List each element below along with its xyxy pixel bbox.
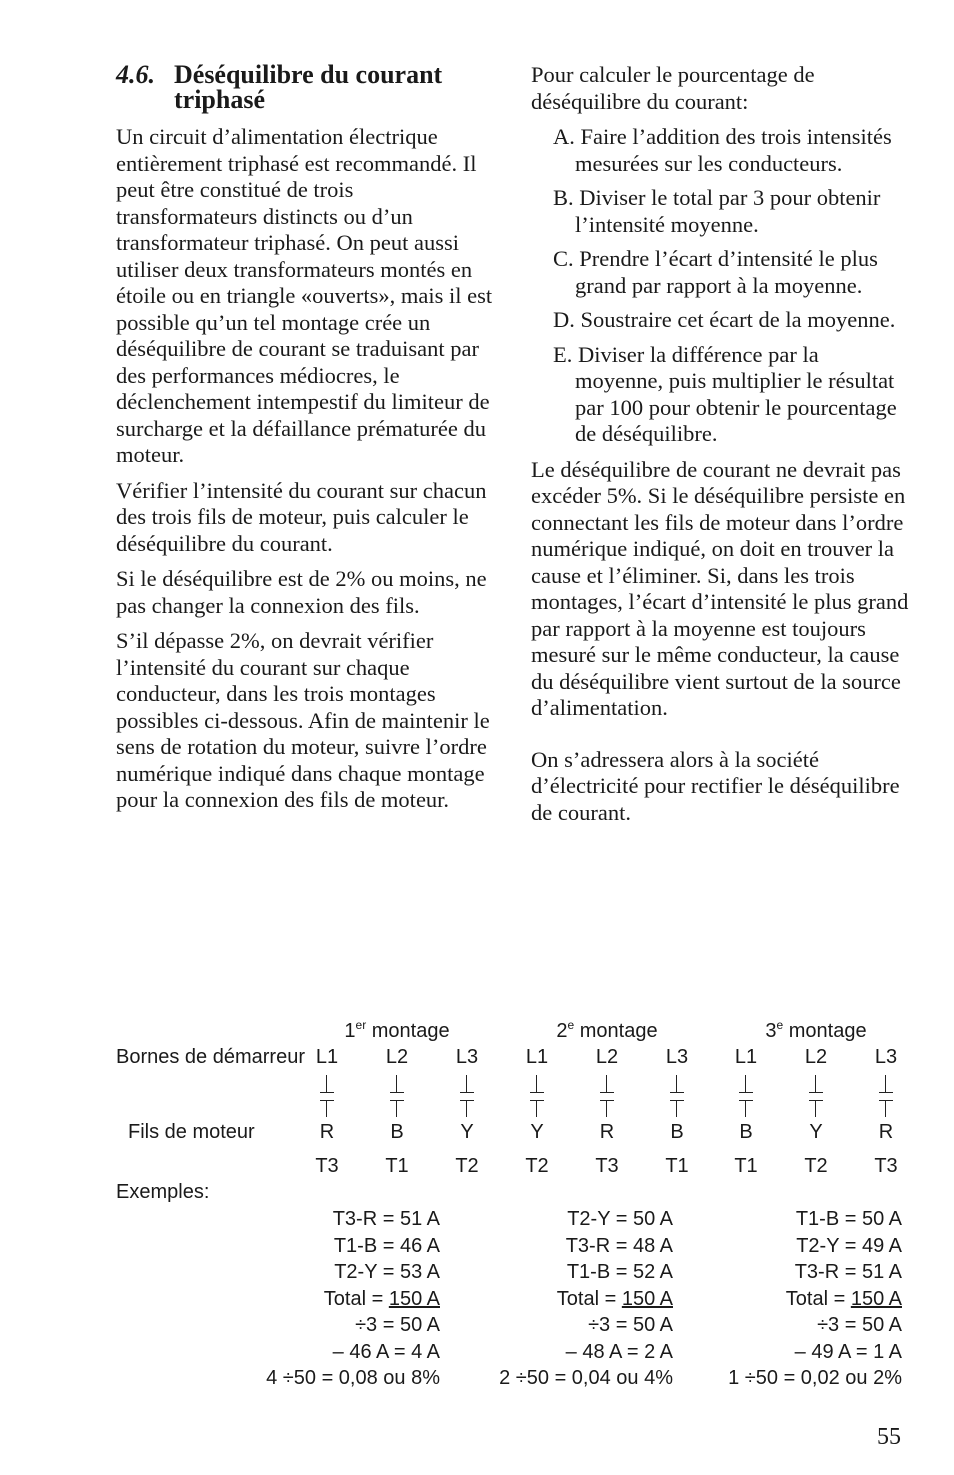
list-item: C. Prendre l’écart d’intensité le plus grand par rapport à la moyenne.: [553, 246, 878, 298]
borne-label: L2: [385, 1046, 409, 1068]
terminal-label: T3: [595, 1155, 619, 1177]
fil-label: R: [878, 1121, 894, 1143]
example-total: Total = 150 A: [785, 1288, 902, 1310]
right-column: [531, 62, 911, 835]
terminal-label: T1: [734, 1155, 758, 1177]
terminal-label: T3: [874, 1155, 898, 1177]
paragraph: Pour calculer le pourcentage de déséquilibre du courant:: [531, 62, 815, 114]
label-fils-moteur: Fils de moteur: [128, 1121, 255, 1143]
paragraph: Vérifier l’intensité du courant sur chacun des trois fils de moteur, puis calculer le déséquilibre du courant.: [116, 477, 487, 556]
borne-label: L1: [315, 1046, 339, 1068]
fil-label: B: [670, 1121, 684, 1143]
example-line: ÷3 = 50 A: [817, 1314, 902, 1336]
example-line: T1-B = 52 A: [566, 1261, 673, 1283]
connector-symbol: [460, 1075, 474, 1117]
list-item: E. Diviser la différence par la moyenne, puis multiplier le résultat par 100 pour obtenir le pourcentage de déséquilibre.: [553, 341, 897, 446]
example-line: T2-Y = 53 A: [334, 1261, 440, 1283]
example-line: – 46 A = 4 A: [332, 1341, 440, 1363]
label-exemples: Exemples:: [116, 1181, 210, 1203]
example-line: T3-R = 48 A: [565, 1235, 673, 1257]
terminal-label: T2: [804, 1155, 828, 1177]
fil-label: B: [390, 1121, 404, 1143]
example-line: ÷3 = 50 A: [588, 1314, 673, 1336]
fil-label: B: [739, 1121, 753, 1143]
fil-label: Y: [460, 1121, 474, 1143]
steps-list: [531, 124, 911, 448]
example-line: 2 ÷50 = 0,04 ou 4%: [499, 1367, 673, 1389]
paragraph: On s’adressera alors à la société d’électricité pour rectifier le déséquilibre de courant.: [531, 746, 900, 825]
connector-symbol: [809, 1075, 823, 1117]
fil-label: Y: [809, 1121, 823, 1143]
borne-label: L2: [595, 1046, 619, 1068]
example-line: T2-Y = 50 A: [567, 1208, 673, 1230]
connector-symbol: [739, 1075, 753, 1117]
terminal-label: T1: [385, 1155, 409, 1177]
section-title: Déséquilibre du courant triphasé: [174, 60, 443, 114]
montage-heading: 1er montage: [344, 1018, 450, 1042]
connector-symbol: [390, 1075, 404, 1117]
paragraph: S’il dépasse 2%, on devrait vérifier l’intensité du courant sur chaque conducteur, dans les trois montages possibles ci-dessous. Afin de maintenir le sens de rotation du moteur, suivre l’ordre numérique indiqué dans chaque montage pour la connexion des fils de moteur.: [116, 628, 490, 812]
borne-label: L1: [525, 1046, 549, 1068]
list-item: D. Soustraire cet écart de la moyenne.: [553, 307, 896, 332]
example-line: T3-R = 51 A: [794, 1261, 902, 1283]
borne-label: L3: [455, 1046, 479, 1068]
terminal-label: T2: [525, 1155, 549, 1177]
example-total: Total = 150 A: [323, 1288, 440, 1310]
example-line: – 49 A = 1 A: [794, 1341, 902, 1363]
borne-label: L3: [874, 1046, 898, 1068]
example-line: 1 ÷50 = 0,02 ou 2%: [728, 1367, 902, 1389]
example-line: – 48 A = 2 A: [565, 1341, 673, 1363]
page-number: 55: [877, 1424, 901, 1450]
example-line: T1-B = 50 A: [795, 1208, 902, 1230]
terminal-label: T2: [455, 1155, 479, 1177]
example-total: Total = 150 A: [556, 1288, 673, 1310]
connector-symbol: [600, 1075, 614, 1117]
terminal-label: T1: [665, 1155, 689, 1177]
left-column: [116, 62, 496, 823]
paragraph: Un circuit d’alimentation électrique entièrement triphasé est recommandé. Il peut être constitué de trois transformateurs distincts ou d’un transformateur triphasé. On peut aussi utiliser deux transformateurs montés en étoile ou en triangle «ouverts», mais il est possible qu’un tel montage crée un déséquilibre de courant se traduisant par des performances médiocres, le déclenchement intempestif du limiteur de surcharge et la défaillance prématurée du moteur.: [116, 124, 493, 467]
fil-label: R: [319, 1121, 335, 1143]
example-line: T3-R = 51 A: [332, 1208, 440, 1230]
label-bornes-demarreur: Bornes de démarreur: [116, 1046, 305, 1068]
fil-label: R: [599, 1121, 615, 1143]
example-line: T1-B = 46 A: [333, 1235, 440, 1257]
borne-label: L2: [804, 1046, 828, 1068]
example-line: T2-Y = 49 A: [796, 1235, 902, 1257]
section-heading: [116, 62, 496, 112]
connector-symbol: [670, 1075, 684, 1117]
borne-label: L1: [734, 1046, 758, 1068]
paragraph: Le déséquilibre de courant ne devrait pas excéder 5%. Si le déséquilibre persiste en connectant les fils de moteur dans l’ordre numérique indiqué, on doit en trouver la cause et l’éliminer. Si, dans les trois montages, l’écart d’intensité le plus grand par rapport à la moyenne est toujours mesuré sur le même conducteur, la cause du déséquilibre vient surtout de la source d’alimentation.: [531, 456, 909, 720]
fil-label: Y: [530, 1121, 544, 1143]
example-line: ÷3 = 50 A: [355, 1314, 440, 1336]
connector-symbol: [530, 1075, 544, 1117]
list-item: B. Diviser le total par 3 pour obtenir l’intensité moyenne.: [553, 185, 881, 237]
terminal-label: T3: [315, 1155, 339, 1177]
list-item: A. Faire l’addition des trois intensités mesurées sur les conducteurs.: [553, 124, 892, 176]
connector-symbol: [879, 1075, 893, 1117]
section-number: 4.6.: [116, 60, 155, 89]
montage-heading: 2e montage: [556, 1018, 658, 1042]
example-line: 4 ÷50 = 0,08 ou 8%: [266, 1367, 440, 1389]
connector-symbol: [320, 1075, 334, 1117]
montage-heading: 3e montage: [765, 1018, 867, 1042]
paragraph: Si le déséquilibre est de 2% ou moins, ne pas changer la connexion des fils.: [116, 566, 487, 618]
borne-label: L3: [665, 1046, 689, 1068]
